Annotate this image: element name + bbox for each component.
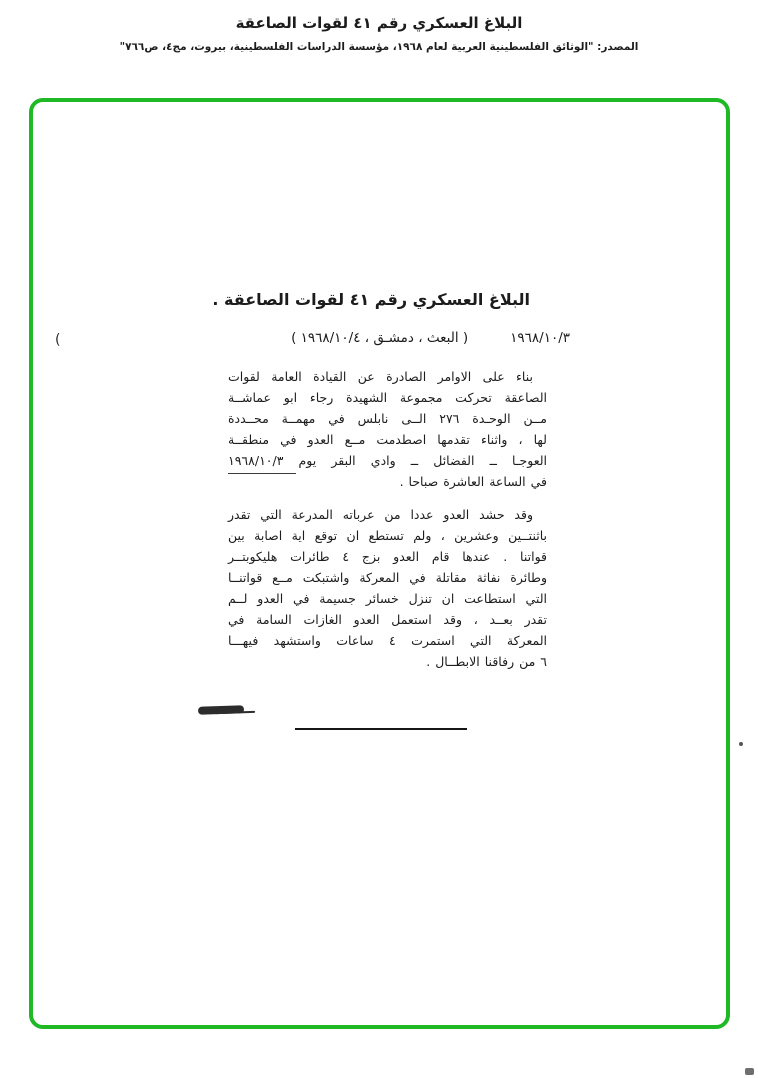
body-line: قواتنا . عندها قام العدو بزج ٤ طائرات هليكوبتــر xyxy=(228,549,548,564)
body-line: المعركة التي استمرت ٤ ساعات واستشهد فيهـــا xyxy=(228,633,547,648)
body-line: العوجـا ــ الفضائل ــ وادي البقر يوم ١٩٦٨/١٠/٣ xyxy=(228,453,547,468)
body-line: لها ، واثناء تقدمها اصطدمت مــع العدو في منطقــة xyxy=(228,432,547,447)
body-line: تقدر بعــد ، وقد استعمل العدو الغازات السامة في xyxy=(228,612,547,627)
body-line: التي استطاعت ان تنزل خسائر جسيمة في العدو لــم xyxy=(228,591,547,606)
document-title: البلاغ العسكري رقم ٤١ لقوات الصاعقة . xyxy=(212,290,530,309)
document-frame xyxy=(29,98,730,1029)
body-line: في الساعة العاشرة صباحا . xyxy=(399,474,547,489)
ink-smudge-artifact xyxy=(198,705,244,715)
body-line: وقد حشد العدو عددا من عرباته المدرعة التي تقدر xyxy=(228,507,533,522)
page-header xyxy=(0,14,758,53)
date-underline-artifact xyxy=(228,473,296,474)
body-line: مــن الوحـدة ٢٧٦ الــى نابلس في مهمــة محــددة xyxy=(228,411,547,426)
scan-speck-artifact xyxy=(739,742,743,746)
communique-date: ١٩٦٨/١٠/٣ xyxy=(510,330,570,346)
stray-paren-artifact: ( xyxy=(55,332,61,348)
signature-line xyxy=(295,728,467,730)
body-line: بناء على الاوامر الصادرة عن القيادة العامة لقوات xyxy=(228,369,533,384)
body-line: باثنتــين وعشرين ، ولم تستطع ان توقع اية اصابة بين xyxy=(228,528,547,543)
page-title: البلاغ العسكري رقم ٤١ لقوات الصاعقة xyxy=(235,14,523,32)
publication-reference: ( البعث ، دمشـق ، ١٩٦٨/١٠/٤ ) xyxy=(291,330,469,346)
document-body xyxy=(228,366,547,672)
body-line: ٦ من رفاقنا الابطــال . xyxy=(426,654,547,669)
scan-speck-artifact-2 xyxy=(745,1068,754,1075)
date-row xyxy=(291,330,570,346)
body-line: الصاعقة تحركت مجموعة الشهيدة رجاء ابو عماشــة xyxy=(228,390,547,405)
body-line: وطائرة نفاثة مقاتلة في المعركة واشتبكت مــع قواتنــا xyxy=(228,570,547,585)
source-citation: المصدر: "الوثائق الفلسطينية العربية لعام ١٩٦٨، مؤسسة الدراسات الفلسطينية، بيروت، مج٤، ص٧٦٦" xyxy=(119,41,639,53)
body-paragraph xyxy=(228,504,547,672)
